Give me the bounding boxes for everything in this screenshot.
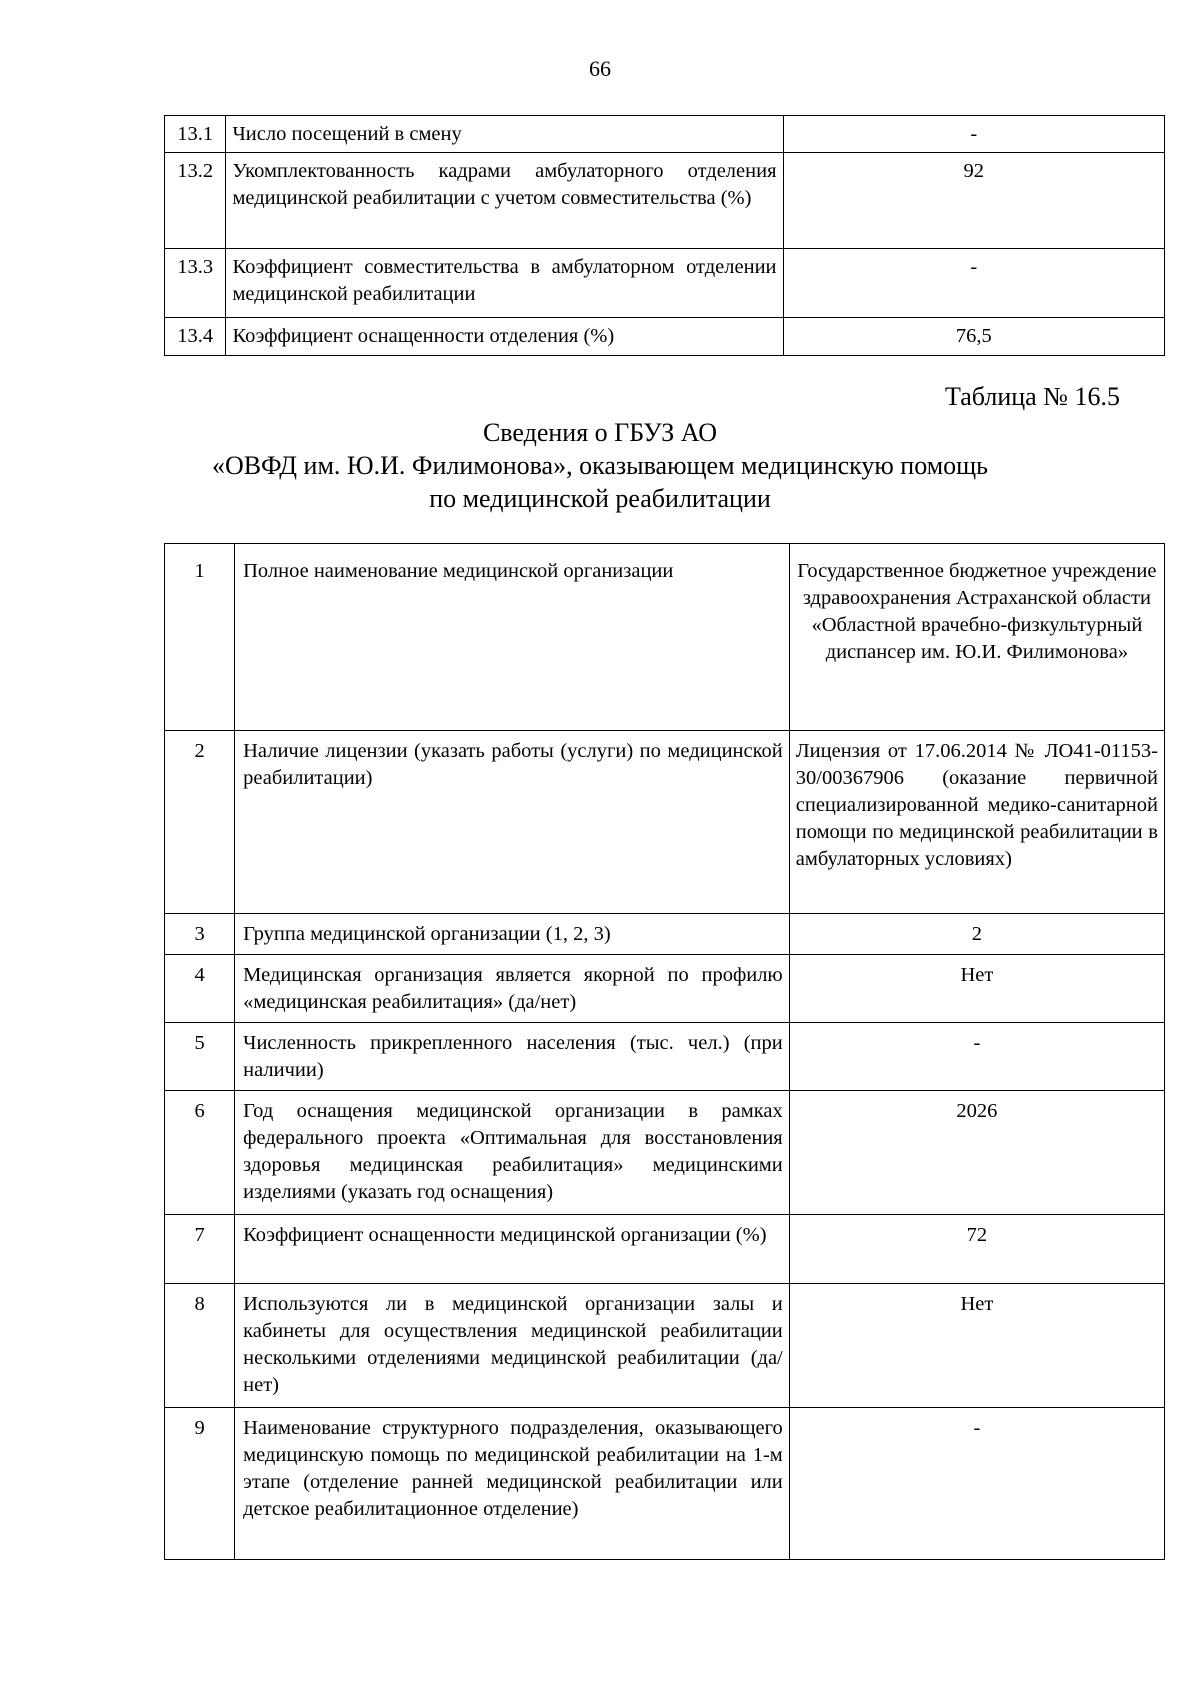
row-value: - <box>789 1023 1164 1091</box>
table-row <box>165 153 1165 249</box>
page-number: 66 <box>589 56 611 81</box>
row-number: 2 <box>165 731 235 914</box>
table-row <box>165 731 1165 914</box>
table-row <box>165 1215 1165 1284</box>
row-label: Наличие лицензии (указать работы (услуги) по медицинской реабилитации) <box>235 731 790 914</box>
organization-info-table <box>164 543 1165 1560</box>
row-number: 13.4 <box>165 318 226 356</box>
table-title-line: Сведения о ГБУЗ АО <box>482 418 718 447</box>
table-row <box>165 1284 1165 1408</box>
table-title <box>0 416 1200 515</box>
row-label: Коэффициент совместительства в амбулаторном отделении медицинской реабилитации <box>226 249 783 318</box>
row-value: Нет <box>789 1284 1164 1408</box>
table-row <box>165 544 1165 731</box>
row-value: 72 <box>789 1215 1164 1284</box>
table-title-line: «ОВФД им. Ю.И. Филимонова», оказывающем медицинскую помощь <box>211 451 989 480</box>
table-continuation <box>164 115 1165 356</box>
row-value: 2 <box>789 914 1164 955</box>
row-number: 13.3 <box>165 249 226 318</box>
row-value: Государственное бюджетное учреждение здравоохранения Астраханской области «Областной врачебно-физкультурный диспансер им. Ю.И. Филимонова» <box>789 544 1164 731</box>
row-number: 8 <box>165 1284 235 1408</box>
table-row <box>165 1023 1165 1091</box>
row-label: Коэффициент оснащенности медицинской организации (%) <box>235 1215 790 1284</box>
table-caption-label: Таблица № 16.5 <box>944 382 1120 411</box>
table-row <box>165 1408 1165 1560</box>
row-value: - <box>783 116 1164 153</box>
row-label: Группа медицинской организации (1, 2, 3) <box>235 914 790 955</box>
row-number: 7 <box>165 1215 235 1284</box>
row-label: Используются ли в медицинской организации залы и кабинеты для осуществления медицинской реабилитации несколькими отделениями медицинской реабилитации (да/нет) <box>235 1284 790 1408</box>
row-value: - <box>789 1408 1164 1560</box>
row-number: 4 <box>165 955 235 1023</box>
row-number: 3 <box>165 914 235 955</box>
row-label: Наименование структурного подразделения, оказывающего медицинскую помощь по медицинской реабилитации на 1-м этапе (отделение ранней медицинской реабилитации или детское реабилитационное отделение) <box>235 1408 790 1560</box>
table-row <box>165 249 1165 318</box>
row-value: 76,5 <box>783 318 1164 356</box>
row-label: Число посещений в смену <box>226 116 783 153</box>
row-label: Медицинская организация является якорной по профилю «медицинская реабилитация» (да/нет) <box>235 955 790 1023</box>
row-value: Нет <box>789 955 1164 1023</box>
row-label: Год оснащения медицинской организации в рамках федерального проекта «Оптимальная для восстановления здоровья медицинская реабилитация» медицинскими изделиями (указать год оснащения) <box>235 1091 790 1215</box>
table-row <box>165 116 1165 153</box>
row-number: 5 <box>165 1023 235 1091</box>
table-row <box>165 914 1165 955</box>
row-number: 1 <box>165 544 235 731</box>
row-value: 92 <box>783 153 1164 249</box>
table-row <box>165 318 1165 356</box>
row-number: 13.2 <box>165 153 226 249</box>
row-number: 9 <box>165 1408 235 1560</box>
row-number: 6 <box>165 1091 235 1215</box>
row-label: Укомплектованность кадрами амбулаторного отделения медицинской реабилитации с учетом совместительства (%) <box>226 153 783 249</box>
row-value: - <box>783 249 1164 318</box>
row-number: 13.1 <box>165 116 226 153</box>
row-label: Полное наименование медицинской организации <box>235 544 790 731</box>
row-label: Численность прикрепленного населения (тыс. чел.) (при наличии) <box>235 1023 790 1091</box>
table-title-line: по медицинской реабилитации <box>429 484 771 513</box>
table-row <box>165 1091 1165 1215</box>
row-value: Лицензия от 17.06.2014 № ЛО41-01153-30/00367906 (оказание первичной специализированной медико-санитарной помощи по медицинской реабилитации в амбулаторных условиях) <box>789 731 1164 914</box>
row-value: 2026 <box>789 1091 1164 1215</box>
table-row <box>165 955 1165 1023</box>
row-label: Коэффициент оснащенности отделения (%) <box>226 318 783 356</box>
